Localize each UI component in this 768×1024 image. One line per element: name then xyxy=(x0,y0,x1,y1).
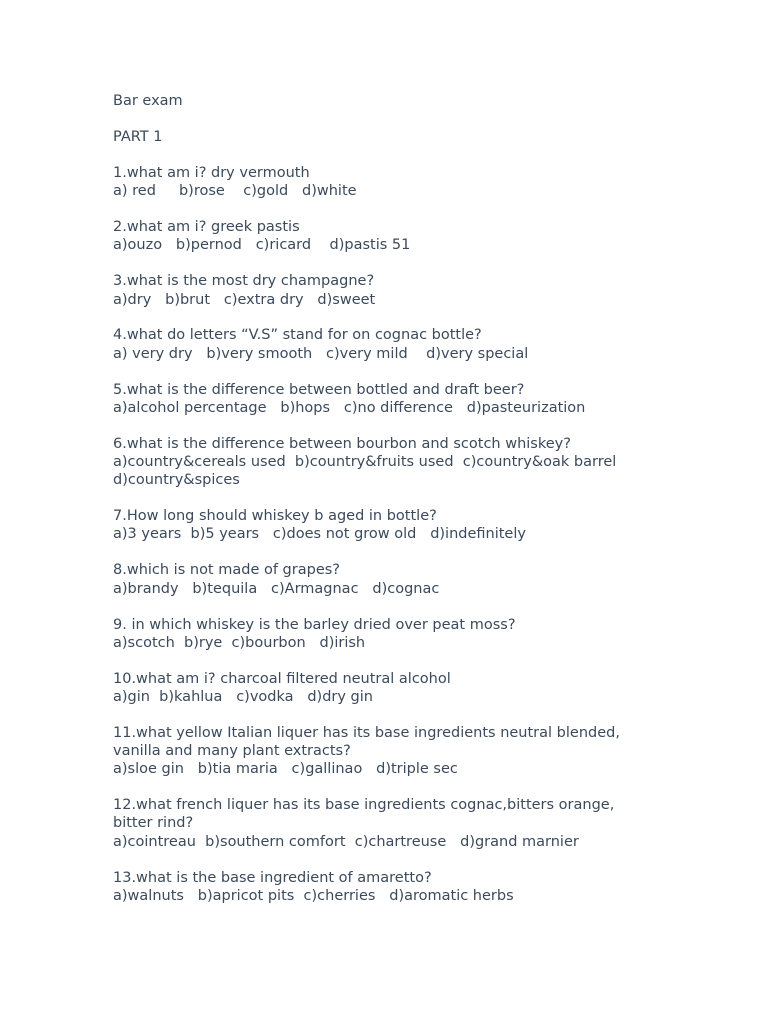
question-1 xyxy=(113,164,733,200)
answer-options: a)scotch b)rye c)bourbon d)irish xyxy=(113,634,366,651)
question-text: 8.which is not made of grapes? xyxy=(113,562,340,579)
question-4 xyxy=(113,326,733,362)
answer-options: a)ouzo b)pernod c)ricard d)pastis 51 xyxy=(113,237,411,254)
spacer xyxy=(113,652,733,670)
question-text: 13.what is the base ingredient of amaretto? xyxy=(113,869,432,886)
spacer xyxy=(113,598,733,616)
spacer xyxy=(113,255,733,273)
question-13 xyxy=(113,869,733,905)
part-heading: PART 1 xyxy=(113,128,163,145)
question-10 xyxy=(113,670,733,706)
question-text: 3.what is the most dry champagne? xyxy=(113,273,375,290)
answer-options: a)dry b)brut c)extra dry d)sweet xyxy=(113,291,376,308)
question-12 xyxy=(113,796,733,851)
question-3 xyxy=(113,272,733,308)
question-text-continued: bitter rind? xyxy=(113,815,194,832)
question-2 xyxy=(113,218,733,254)
question-5 xyxy=(113,381,733,417)
question-text: 6.what is the difference between bourbon and scotch whiskey? xyxy=(113,435,571,452)
answer-options: a)sloe gin b)tia maria c)gallinao d)triple sec xyxy=(113,761,458,778)
spacer xyxy=(113,110,733,128)
spacer xyxy=(113,489,733,507)
question-11 xyxy=(113,724,733,779)
spacer xyxy=(113,363,733,381)
spacer xyxy=(113,200,733,218)
question-text: 4.what do letters “V.S” stand for on cognac bottle? xyxy=(113,327,482,344)
question-list xyxy=(113,164,733,905)
document-title: Bar exam xyxy=(113,93,183,109)
question-text: 7.How long should whiskey b aged in bottle? xyxy=(113,508,437,525)
answer-options: a)brandy b)tequila c)Armagnac d)cognac xyxy=(113,580,440,597)
question-8 xyxy=(113,561,733,597)
answer-options: a)alcohol percentage b)hops c)no difference d)pasteurization xyxy=(113,399,586,416)
spacer xyxy=(113,851,733,869)
answer-options: d)country&spices xyxy=(113,472,240,489)
spacer xyxy=(113,417,733,435)
question-text-continued: vanilla and many plant extracts? xyxy=(113,743,351,760)
spacer xyxy=(113,706,733,724)
question-text-continued: a)country&cereals used b)country&fruits used c)country&oak barrel xyxy=(113,454,617,471)
answer-options: a)cointreau b)southern comfort c)chartreuse d)grand marnier xyxy=(113,833,579,850)
question-text: 11.what yellow Italian liquer has its base ingredients neutral blended, xyxy=(113,724,620,741)
question-text: 2.what am i? greek pastis xyxy=(113,219,300,236)
question-9 xyxy=(113,616,733,652)
question-7 xyxy=(113,507,733,543)
spacer xyxy=(113,309,733,327)
question-text: 1.what am i? dry vermouth xyxy=(113,164,310,181)
question-text: 10.what am i? charcoal filtered neutral alcohol xyxy=(113,670,451,687)
answer-options: a)walnuts b)apricot pits c)cherries d)aromatic herbs xyxy=(113,887,514,904)
spacer xyxy=(113,146,733,164)
document-page xyxy=(113,92,733,905)
answer-options: a)3 years b)5 years c)does not grow old d)indefinitely xyxy=(113,526,526,543)
question-text: 12.what french liquer has its base ingredients cognac,bitters orange, xyxy=(113,797,615,814)
spacer xyxy=(113,778,733,796)
answer-options: a)gin b)kahlua c)vodka d)dry gin xyxy=(113,688,373,705)
question-6 xyxy=(113,435,733,490)
answer-options: a) red b)rose c)gold d)white xyxy=(113,183,357,200)
spacer xyxy=(113,544,733,562)
question-text: 9. in which whiskey is the barley dried over peat moss? xyxy=(113,616,516,633)
question-text: 5.what is the difference between bottled and draft beer? xyxy=(113,381,525,398)
answer-options: a) very dry b)very smooth c)very mild d)very special xyxy=(113,345,529,362)
